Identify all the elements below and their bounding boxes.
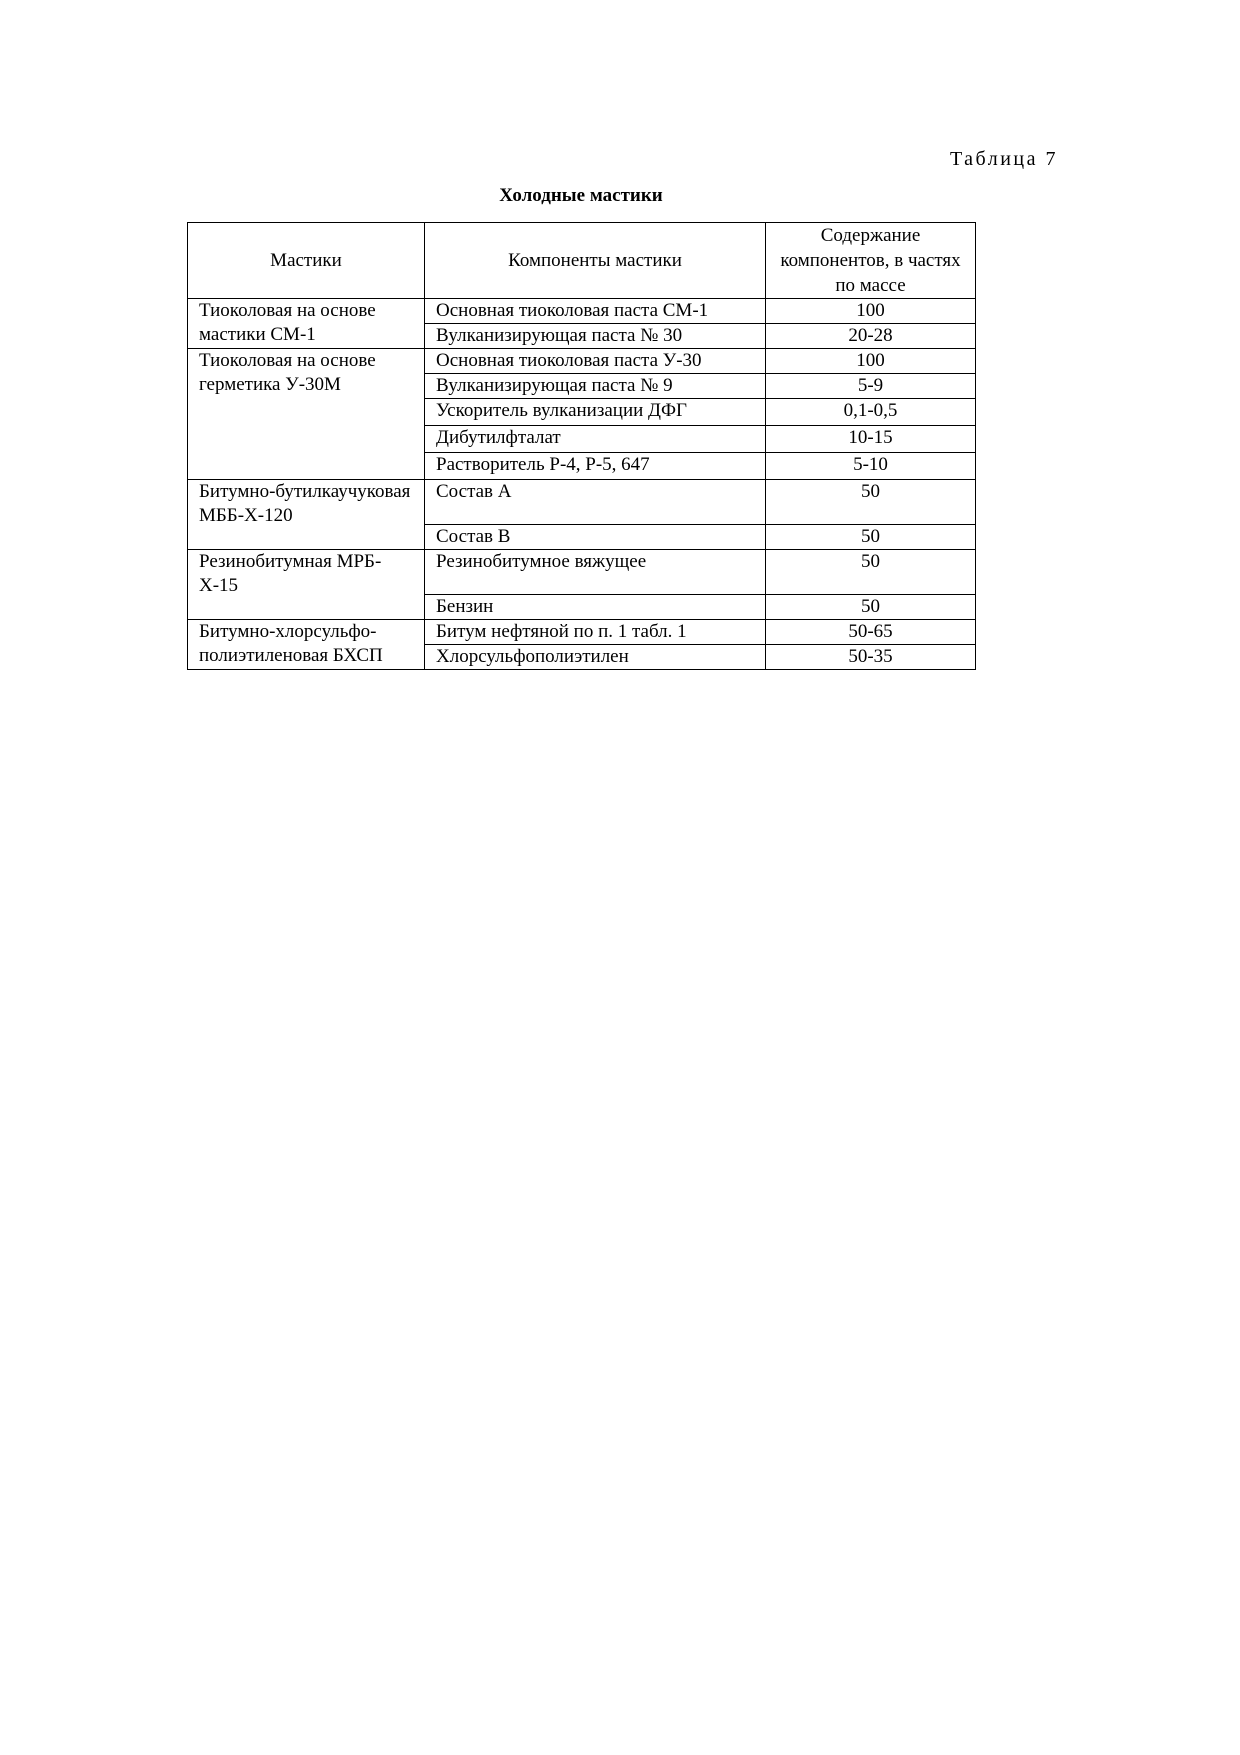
value-cell: 100 (766, 349, 976, 374)
component-cell: Резинобитумное вяжущее (425, 550, 766, 595)
component-cell: Вулканизирующая паста № 30 (425, 324, 766, 349)
mastic-cell: Битумно-бутилкаучуковая МББ-Х-120 (188, 480, 425, 550)
value-cell: 50-65 (766, 620, 976, 645)
header-content: Содержание компонентов, в частях по массе (766, 223, 976, 299)
mastics-table (187, 222, 976, 670)
value-cell: 5-10 (766, 453, 976, 480)
component-cell: Основная тиоколовая паста У-30 (425, 349, 766, 374)
component-cell: Основная тиоколовая паста СМ-1 (425, 299, 766, 324)
value-cell: 20-28 (766, 324, 976, 349)
value-cell: 10-15 (766, 426, 976, 453)
table-title: Холодные мастики (499, 185, 663, 206)
value-cell: 50-35 (766, 645, 976, 670)
value-cell: 100 (766, 299, 976, 324)
table-row (188, 349, 976, 374)
component-cell: Хлорсульфополиэтилен (425, 645, 766, 670)
header-mastic: Мастики (188, 223, 425, 299)
table-row (188, 480, 976, 525)
mastic-cell: Тиоколовая на основе герметика У-30М (188, 349, 425, 480)
header-components: Компоненты мастики (425, 223, 766, 299)
component-cell: Ускоритель вулканизации ДФГ (425, 399, 766, 426)
mastic-cell: Резинобитумная МРБ-Х-15 (188, 550, 425, 620)
mastic-cell: Тиоколовая на основе мастики СМ-1 (188, 299, 425, 349)
table-row (188, 550, 976, 595)
value-cell: 5-9 (766, 374, 976, 399)
table-number: Таблица 7 (949, 148, 1058, 170)
value-cell: 0,1-0,5 (766, 399, 976, 426)
component-cell: Вулканизирующая паста № 9 (425, 374, 766, 399)
component-cell: Бензин (425, 595, 766, 620)
table-header-row (188, 223, 976, 299)
component-cell: Растворитель Р-4, Р-5, 647 (425, 453, 766, 480)
component-cell: Дибутилфталат (425, 426, 766, 453)
mastic-cell: Битумно-хлорсульфо-полиэтиленовая БХСП (188, 620, 425, 670)
component-cell: Состав А (425, 480, 766, 525)
value-cell: 50 (766, 595, 976, 620)
table-row (188, 620, 976, 645)
component-cell: Битум нефтяной по п. 1 табл. 1 (425, 620, 766, 645)
table-row (188, 299, 976, 324)
value-cell: 50 (766, 525, 976, 550)
value-cell: 50 (766, 550, 976, 595)
component-cell: Состав В (425, 525, 766, 550)
value-cell: 50 (766, 480, 976, 525)
